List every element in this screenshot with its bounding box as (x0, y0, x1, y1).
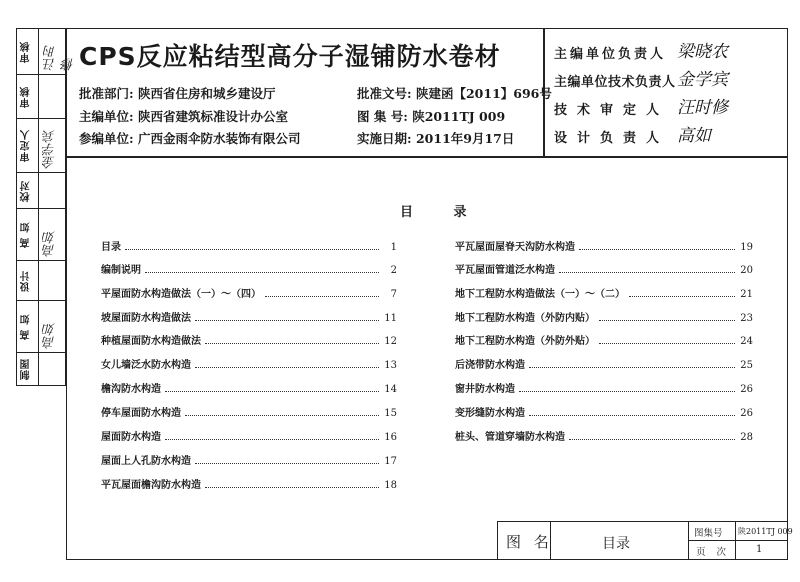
toc-item-page: 24 (740, 336, 753, 347)
toc-item[interactable] (455, 310, 753, 324)
toc-heading: 目 录 (400, 205, 485, 220)
toc-item[interactable] (101, 477, 397, 491)
approval-dept: 陕西省住房和城乡建设厅 (137, 86, 276, 101)
toc-item-title: 平屋面防水构造做法（一）～（四） (101, 289, 261, 300)
editor-unit: 陕西省建筑标准设计办公室 (137, 109, 288, 124)
strip-signature: 高如 (43, 323, 58, 349)
toc-item-page: 28 (740, 432, 753, 443)
approval-dept-label: 批准部门: (79, 86, 134, 101)
toc-item[interactable] (101, 381, 397, 395)
toc-item-page: 26 (740, 384, 753, 395)
resp-label: 主编单位负责人 (554, 47, 667, 62)
toc-item-page: 7 (390, 289, 397, 300)
resp-label: 主编单位技术负责人 (554, 75, 676, 90)
toc-item[interactable] (101, 310, 397, 324)
toc-item-title: 目录 (101, 242, 121, 253)
toc-item-title: 平瓦屋面管道泛水构造 (455, 265, 555, 276)
toc-item-title: 后浇带防水构造 (455, 360, 525, 371)
toc-item[interactable] (455, 357, 753, 371)
approval-no: 陕建函【2011】696号 (415, 86, 552, 101)
toc-item-title: 屋面上人孔防水构造 (101, 456, 191, 467)
participant-label: 参编单位: (79, 131, 134, 146)
toc-item-page: 13 (384, 360, 397, 371)
toc-item[interactable] (455, 429, 753, 443)
resp-label: 技术审定人 (554, 103, 670, 118)
effective-label: 实施日期: (357, 131, 412, 146)
toc-item-title: 变形缝防水构造 (455, 408, 525, 419)
toc-item[interactable] (101, 333, 397, 347)
strip-cell (17, 353, 67, 385)
page-label: 页 次 (696, 547, 731, 558)
toc-item-page: 20 (740, 265, 753, 276)
toc-item-page: 19 (740, 242, 753, 253)
toc-item[interactable] (455, 239, 753, 253)
toc-item[interactable] (455, 286, 753, 300)
participant: 广西金雨伞防水装饰有限公司 (137, 131, 301, 146)
toc-item-page: 2 (390, 265, 397, 276)
toc-item-title: 地下工程防水构造做法（一）～（二） (455, 289, 625, 300)
toc-item-page: 23 (740, 313, 753, 324)
strip-label: 制图 (21, 358, 32, 380)
strip-cell (17, 75, 67, 119)
title-block (497, 521, 793, 559)
strip-cell (17, 261, 67, 301)
toc-item-title: 编制说明 (101, 265, 141, 276)
toc-item[interactable] (101, 357, 397, 371)
strip-label: 高 如 (21, 221, 32, 249)
toc-item-page: 18 (384, 480, 397, 491)
toc-item[interactable] (455, 405, 753, 419)
strip-cell (17, 209, 67, 261)
toc-item-title: 平瓦屋面屋脊天沟防水构造 (455, 242, 575, 253)
toc-item[interactable] (101, 262, 397, 276)
left-signature-strip (16, 28, 77, 386)
strip-signature: 高如 (43, 231, 58, 257)
toc-item[interactable] (101, 429, 397, 443)
strip-label: 校对 (21, 180, 32, 202)
toc-item-title: 坡屋面防水构造做法 (101, 313, 191, 324)
toc-item[interactable] (455, 381, 753, 395)
drawing-name-label: 图 名 (506, 533, 553, 551)
editor-unit-label: 主编单位: (79, 109, 134, 124)
strip-signature: 金学宾 (43, 130, 58, 169)
effective-date: 2011年9月17日 (415, 131, 515, 146)
page-title: CPS反应粘结型高分子湿铺防水卷材 (79, 42, 501, 71)
toc-item[interactable] (101, 405, 397, 419)
toc-item-title: 女儿墙泛水防水构造 (101, 360, 191, 371)
page-value: 1 (756, 544, 763, 555)
toc-item-page: 15 (384, 408, 397, 419)
toc-item-title: 地下工程防水构造（外防内贴） (455, 313, 595, 324)
drawing-name: 目录 (602, 536, 630, 552)
resp-signature: 金学宾 (677, 70, 728, 90)
toc-item[interactable] (101, 286, 397, 300)
toc-item-page: 17 (384, 456, 397, 467)
strip-cell (17, 119, 67, 173)
toc-item[interactable] (455, 333, 753, 347)
resp-label: 设计负责人 (554, 131, 670, 146)
toc-item-page: 1 (390, 242, 397, 253)
drawing-frame (66, 28, 793, 560)
resp-signature: 汪时修 (677, 98, 728, 118)
toc-item-title: 地下工程防水构造（外防外贴） (455, 336, 595, 347)
atlas-no-label: 图 集 号: (357, 109, 408, 124)
resp-signature: 高如 (677, 126, 711, 146)
toc-item-page: 11 (384, 313, 397, 324)
toc-item-page: 16 (384, 432, 397, 443)
strip-cell (17, 301, 67, 353)
strip-label: 设计 (21, 270, 32, 292)
toc-item-title: 桩头、管道穿墙防水构造 (455, 432, 565, 443)
atlas-label: 图集号 (694, 528, 723, 539)
strip-label: 审核 (21, 41, 32, 63)
toc-item-page: 26 (740, 408, 753, 419)
strip-label: 高 如 (21, 313, 32, 341)
toc-item-title: 种植屋面防水构造做法 (101, 336, 201, 347)
toc-item[interactable] (455, 262, 753, 276)
toc-item-page: 12 (384, 336, 397, 347)
toc-item-title: 檐沟防水构造 (101, 384, 161, 395)
strip-cell (17, 173, 67, 209)
toc-item-title: 停车屋面防水构造 (101, 408, 181, 419)
strip-signature: 汪时修 (43, 45, 77, 71)
toc-item-page: 21 (740, 289, 753, 300)
atlas-no: 陕2011TJ 009 (412, 109, 506, 124)
toc-item-title: 平瓦屋面檐沟防水构造 (101, 480, 201, 491)
toc-item[interactable] (101, 239, 397, 253)
toc-item-title: 屋面防水构造 (101, 432, 161, 443)
toc-item-page: 25 (740, 360, 753, 371)
strip-cell (17, 29, 77, 75)
atlas-value: 陕2011TJ 009 (738, 527, 793, 536)
strip-label: 审定人 (21, 129, 32, 163)
toc-item-title: 窗井防水构造 (455, 384, 515, 395)
strip-label: 审核 (21, 86, 32, 108)
approval-no-label: 批准文号: (357, 86, 412, 101)
toc-item-page: 14 (384, 384, 397, 395)
resp-signature: 梁晓农 (677, 42, 728, 62)
toc-item[interactable] (101, 453, 397, 467)
